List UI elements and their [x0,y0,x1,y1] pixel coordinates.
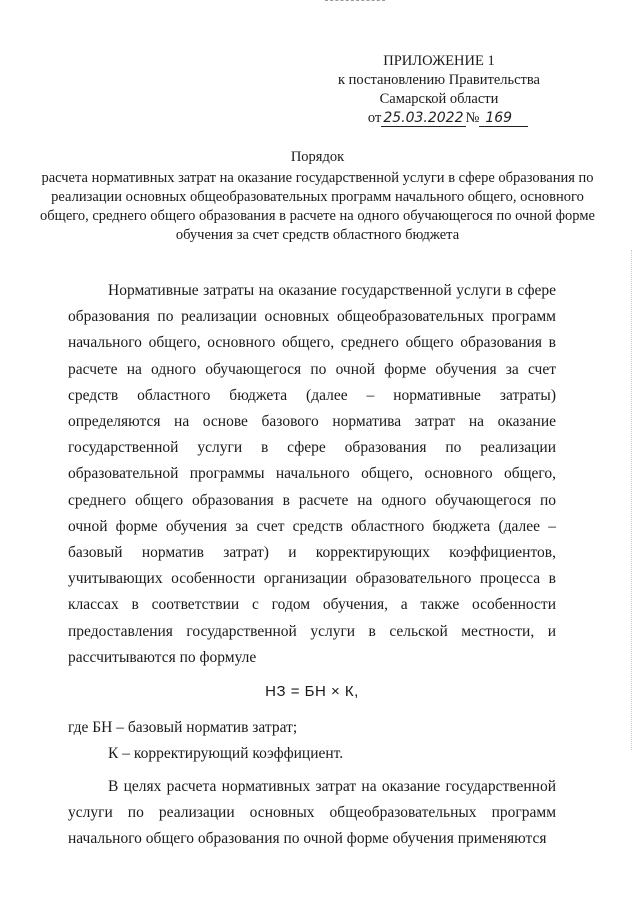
appendix-title: ПРИЛОЖЕНИЕ 1 [383,53,495,69]
number-label: № [465,110,480,126]
title-heading: Порядок [290,149,345,165]
scan-edge [630,250,632,750]
scan-mark [325,0,385,4]
date-prefix: от [367,110,382,126]
document-title [40,148,595,245]
definition-k: К – корректирующий коэффициент. [108,745,344,763]
handwritten-number: 169 [479,110,528,127]
body-paragraph-1: Нормативные затраты на оказание государственной услуги в сфере образования по реализации основных общеобразовательных программ начального общего, основного общего, среднего общего образования в расчете на одного обучающегося по очной форме обучения за счет средств областного бюджета (далее – нормативные затраты) определяются на основе базового норматива затрат на оказание государственной услуги в сфере образования по реализации образовательной программы начального общего, основного общего, среднего общего образования в расчете на одного обучающегося по очной форме обучения за счет средств областного бюджета (далее – базовый норматив затрат) и корректирующих коэффициентов, учитывающих особенности организации образовательного процесса в классах в соответствии с годом обучения, а также особенности предоставления государственной услуги в сельской местности, и рассчитываются по формуле [68,282,556,666]
title-subtitle: расчета нормативных затрат на оказание государственной услуги в сфере образования по реализации основных общеобразовательных программ начального общего, основного общего, среднего общего образования в расчете на одного обучающегося по очной форме обучения за счет средств областного бюджета [40,170,595,243]
document-body [68,278,556,852]
appendix-block [338,52,540,128]
appendix-line-2: Самарской области [379,91,499,107]
appendix-date-line [356,109,540,128]
handwritten-date: 25.03.2022 [383,110,464,126]
appendix-line-1: к постановлению Правительства [338,72,540,88]
definition-bn: где БН – базовый норматив затрат; [68,719,298,737]
body-paragraph-2: В целях расчета нормативных затрат на оказание государственной услуги по реализации основных общеобразовательных программ начального общего образования по очной форме обучения применяются [68,777,556,848]
formula: НЗ = БН × К, [265,683,359,701]
